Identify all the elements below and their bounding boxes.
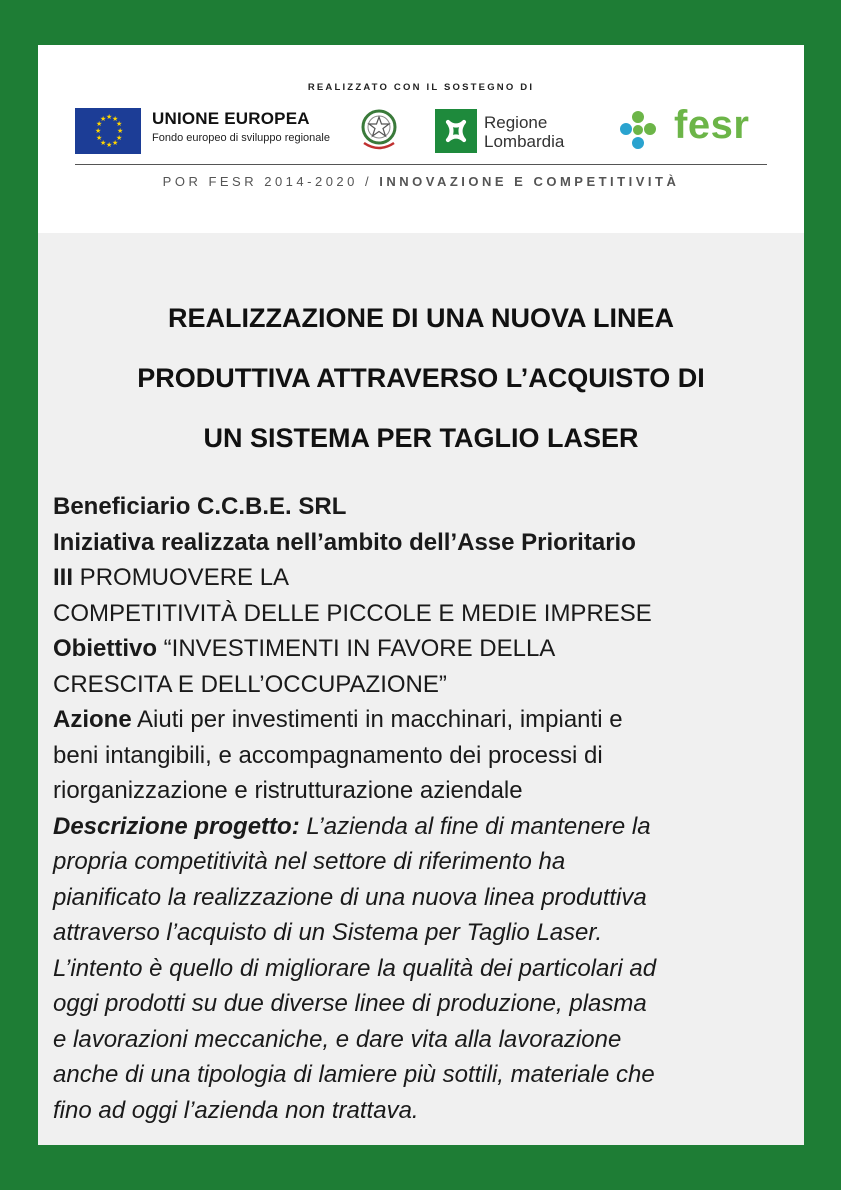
axis-text-1: PROMUOVERE LA (73, 564, 290, 591)
program-text (38, 174, 804, 189)
description-text-6: e lavorazioni meccaniche, e dare vita alla lavorazione (53, 1025, 622, 1053)
svg-text:★: ★ (112, 139, 119, 147)
description-text-8: fino ad oggi l’azienda non trattava. (53, 1096, 419, 1124)
eu-flag-icon (75, 108, 141, 154)
program-bold: INNOVAZIONE E COMPETITIVITÀ (379, 174, 680, 189)
axis-line (53, 560, 793, 596)
logo-header (38, 45, 804, 233)
description-text-0: L’azienda al fine di mantenere la (299, 812, 651, 840)
description-label: Descrizione progetto: (53, 812, 300, 840)
poster (38, 45, 804, 1145)
region-line-1: Regione (484, 113, 548, 132)
svg-text:★: ★ (117, 127, 124, 135)
initiative-label: Iniziativa realizzata nell’ambito dell’Asse Prioritario (53, 528, 636, 556)
description-text-5: oggi prodotti su due diverse linee di produzione, plasma (53, 990, 647, 1017)
title-line-2: PRODUTTIVA ATTRAVERSO L’ACQUISTO DI (137, 363, 705, 393)
action-line (53, 702, 793, 738)
fesr-logo-icon (616, 107, 660, 155)
fesr-wordmark: fesr (674, 103, 750, 147)
action-text-1: Aiuti per investimenti in macchinari, impianti e (131, 706, 623, 733)
svg-text:★: ★ (106, 113, 113, 121)
description-line (53, 809, 793, 845)
objective-label: Obiettivo (53, 635, 158, 662)
description-text-7: anche di una tipologia di lamiere più sottili, materiale che (53, 1061, 655, 1088)
description-text-4: L’intento è quello di migliorare la qualità dei particolari ad (53, 954, 657, 982)
description-text-2: pianificato la realizzazione di una nuova linea produttiva (53, 883, 647, 911)
svg-text:★: ★ (96, 134, 103, 142)
eu-title: UNIONE EUROPEA (152, 109, 310, 128)
regione-lombardia-logo-icon (435, 109, 477, 153)
description-text-1: propria competitività nel settore di riferimento ha (53, 848, 566, 875)
axis-number: III (53, 564, 74, 591)
svg-text:★: ★ (100, 115, 107, 123)
svg-text:★: ★ (100, 139, 107, 147)
svg-text:★: ★ (106, 141, 113, 149)
axis-text-2: COMPETITIVITÀ DELLE PICCOLE E MEDIE IMPRESE (53, 599, 652, 627)
region-line-2: Lombardia (484, 132, 565, 151)
beneficiary: Beneficiario C.C.B.E. SRL (53, 493, 347, 520)
project-title (38, 288, 804, 468)
program-light: POR FESR 2014-2020 / (162, 174, 380, 189)
svg-text:★: ★ (116, 120, 123, 128)
support-text: REALIZZATO CON IL SOSTEGNO DI (307, 82, 535, 93)
description-text-3: attraverso l’acquisto di un Sistema per Taglio Laser. (53, 919, 603, 946)
eu-subtitle: Fondo europeo di sviluppo regionale (152, 132, 330, 144)
title-line-1: REALIZZAZIONE DI UNA NUOVA LINEA (168, 303, 674, 333)
objective-text-2: CRESCITA E DELL’OCCUPAZIONE” (53, 670, 447, 698)
action-text-2: beni intangibili, e accompagnamento dei processi di (53, 741, 603, 769)
header-divider (75, 164, 767, 165)
objective-text-1: “INVESTIMENTI IN FAVORE DELLA (157, 635, 556, 662)
title-line-3: UN SISTEMA PER TAGLIO LASER (203, 423, 639, 453)
svg-text:★: ★ (95, 127, 102, 135)
action-label: Azione (53, 706, 132, 733)
regione-lombardia-text (484, 113, 564, 151)
svg-text:★: ★ (116, 134, 123, 142)
svg-text:★: ★ (96, 120, 103, 128)
project-details (53, 489, 793, 1128)
objective-line (53, 631, 793, 667)
action-text-3: riorganizzazione e ristrutturazione aziendale (53, 777, 523, 804)
italian-republic-emblem-icon (358, 105, 400, 153)
svg-text:★: ★ (112, 115, 119, 123)
